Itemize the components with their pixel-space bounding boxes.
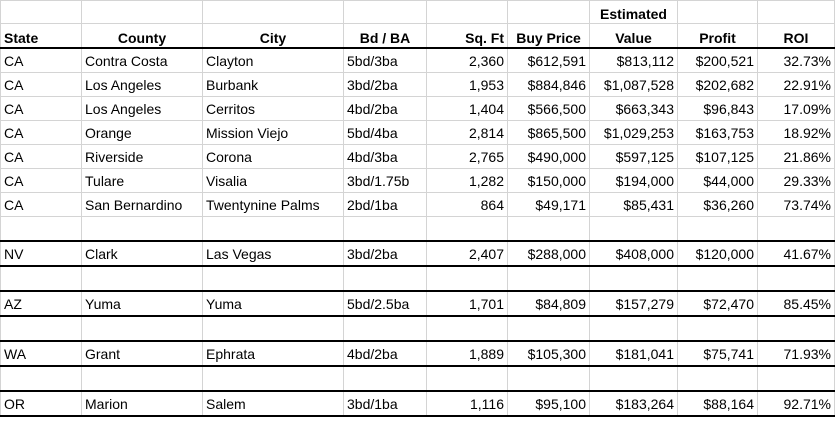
cell-state: CA <box>1 169 82 193</box>
cell-city: Salem <box>203 391 344 416</box>
cell-estimated-value: $194,000 <box>590 169 678 193</box>
cell-city: Las Vegas <box>203 241 344 266</box>
cell-roi: 32.73% <box>758 48 835 73</box>
table-row <box>1 73 835 97</box>
cell-buy-price: $105,300 <box>508 341 590 366</box>
header-row <box>1 24 835 49</box>
spacer-row <box>1 366 835 391</box>
cell-roi: 85.45% <box>758 291 835 316</box>
cell-profit: $163,753 <box>678 121 758 145</box>
cell-roi: 71.93% <box>758 341 835 366</box>
cell-county: Contra Costa <box>82 48 203 73</box>
cell-sqft: 2,814 <box>427 121 508 145</box>
cell-city: Ephrata <box>203 341 344 366</box>
spacer-row <box>1 266 835 291</box>
cell-sqft: 1,953 <box>427 73 508 97</box>
table-row <box>1 391 835 416</box>
cell-city: Yuma <box>203 291 344 316</box>
cell-buy-price: $566,500 <box>508 97 590 121</box>
cell-bdba: 3bd/2ba <box>344 241 427 266</box>
cell-county: Los Angeles <box>82 73 203 97</box>
cell-profit: $88,164 <box>678 391 758 416</box>
cell-estimated-value: $1,029,253 <box>590 121 678 145</box>
cell-city: Burbank <box>203 73 344 97</box>
cell-roi: 41.67% <box>758 241 835 266</box>
cell-sqft: 2,360 <box>427 48 508 73</box>
table-row <box>1 121 835 145</box>
cell-buy-price: $865,500 <box>508 121 590 145</box>
cell-estimated-value: $157,279 <box>590 291 678 316</box>
cell-buy-price: $49,171 <box>508 193 590 217</box>
cell-state: CA <box>1 193 82 217</box>
cell-roi: 73.74% <box>758 193 835 217</box>
col-header-estimated-line2: Value <box>590 24 678 49</box>
table-row <box>1 97 835 121</box>
cell-estimated-value: $408,000 <box>590 241 678 266</box>
cell-county: Riverside <box>82 145 203 169</box>
cell-buy-price: $84,809 <box>508 291 590 316</box>
cell-county: Yuma <box>82 291 203 316</box>
cell-estimated-value: $85,431 <box>590 193 678 217</box>
cell-county: Tulare <box>82 169 203 193</box>
cell-city: Visalia <box>203 169 344 193</box>
cell-profit: $44,000 <box>678 169 758 193</box>
cell-bdba: 2bd/1ba <box>344 193 427 217</box>
cell-roi: 18.92% <box>758 121 835 145</box>
cell-estimated-value: $1,087,528 <box>590 73 678 97</box>
cell-buy-price: $490,000 <box>508 145 590 169</box>
cell-state: CA <box>1 73 82 97</box>
col-header-bdba: Bd / BA <box>344 24 427 49</box>
col-header-estimated-line1: Estimated <box>590 1 678 24</box>
cell-state: CA <box>1 48 82 73</box>
cell-roi: 92.71% <box>758 391 835 416</box>
cell-bdba: 5bd/4ba <box>344 121 427 145</box>
cell-profit: $202,682 <box>678 73 758 97</box>
cell-state: AZ <box>1 291 82 316</box>
cell-roi: 17.09% <box>758 97 835 121</box>
cell-state: CA <box>1 121 82 145</box>
col-header-state: State <box>1 24 82 49</box>
cell-sqft: 2,407 <box>427 241 508 266</box>
cell-estimated-value: $597,125 <box>590 145 678 169</box>
cell-county: Los Angeles <box>82 97 203 121</box>
cell-profit: $96,843 <box>678 97 758 121</box>
cell-bdba: 3bd/2ba <box>344 73 427 97</box>
cell-county: San Bernardino <box>82 193 203 217</box>
col-header-sqft: Sq. Ft <box>427 24 508 49</box>
cell-sqft: 1,404 <box>427 97 508 121</box>
table-row <box>1 193 835 217</box>
cell-profit: $72,470 <box>678 291 758 316</box>
cell-state: OR <box>1 391 82 416</box>
cell-buy-price: $884,846 <box>508 73 590 97</box>
col-header-county: County <box>82 24 203 49</box>
cell-roi: 22.91% <box>758 73 835 97</box>
cell-buy-price: $612,591 <box>508 48 590 73</box>
cell-roi: 29.33% <box>758 169 835 193</box>
cell-state: CA <box>1 145 82 169</box>
cell-profit: $75,741 <box>678 341 758 366</box>
cell-bdba: 3bd/1ba <box>344 391 427 416</box>
cell-bdba: 4bd/2ba <box>344 341 427 366</box>
table-row <box>1 291 835 316</box>
cell-buy-price: $150,000 <box>508 169 590 193</box>
table-row <box>1 48 835 73</box>
col-header-roi: ROI <box>758 24 835 49</box>
col-header-buy-price: Buy Price <box>508 24 590 49</box>
cell-county: Grant <box>82 341 203 366</box>
cell-sqft: 864 <box>427 193 508 217</box>
table-row <box>1 241 835 266</box>
cell-county: Marion <box>82 391 203 416</box>
cell-sqft: 2,765 <box>427 145 508 169</box>
cell-county: Orange <box>82 121 203 145</box>
cell-profit: $107,125 <box>678 145 758 169</box>
cell-profit: $36,260 <box>678 193 758 217</box>
table-body <box>1 48 835 416</box>
spacer-row <box>1 217 835 242</box>
cell-city: Mission Viejo <box>203 121 344 145</box>
cell-profit: $200,521 <box>678 48 758 73</box>
cell-bdba: 5bd/2.5ba <box>344 291 427 316</box>
cell-buy-price: $95,100 <box>508 391 590 416</box>
cell-city: Twentynine Palms <box>203 193 344 217</box>
cell-sqft: 1,282 <box>427 169 508 193</box>
col-header-profit: Profit <box>678 24 758 49</box>
cell-state: WA <box>1 341 82 366</box>
cell-bdba: 5bd/3ba <box>344 48 427 73</box>
cell-state: NV <box>1 241 82 266</box>
cell-roi: 21.86% <box>758 145 835 169</box>
cell-sqft: 1,889 <box>427 341 508 366</box>
cell-estimated-value: $181,041 <box>590 341 678 366</box>
cell-profit: $120,000 <box>678 241 758 266</box>
cell-estimated-value: $663,343 <box>590 97 678 121</box>
cell-city: Clayton <box>203 48 344 73</box>
cell-buy-price: $288,000 <box>508 241 590 266</box>
table-row <box>1 169 835 193</box>
cell-bdba: 3bd/1.75b <box>344 169 427 193</box>
cell-bdba: 4bd/2ba <box>344 97 427 121</box>
header-row-top <box>1 1 835 24</box>
spacer-row <box>1 316 835 341</box>
cell-city: Corona <box>203 145 344 169</box>
cell-sqft: 1,701 <box>427 291 508 316</box>
cell-bdba: 4bd/3ba <box>344 145 427 169</box>
col-header-city: City <box>203 24 344 49</box>
cell-estimated-value: $813,112 <box>590 48 678 73</box>
table-row <box>1 341 835 366</box>
table-row <box>1 145 835 169</box>
cell-estimated-value: $183,264 <box>590 391 678 416</box>
cell-county: Clark <box>82 241 203 266</box>
cell-city: Cerritos <box>203 97 344 121</box>
cell-state: CA <box>1 97 82 121</box>
cell-sqft: 1,116 <box>427 391 508 416</box>
